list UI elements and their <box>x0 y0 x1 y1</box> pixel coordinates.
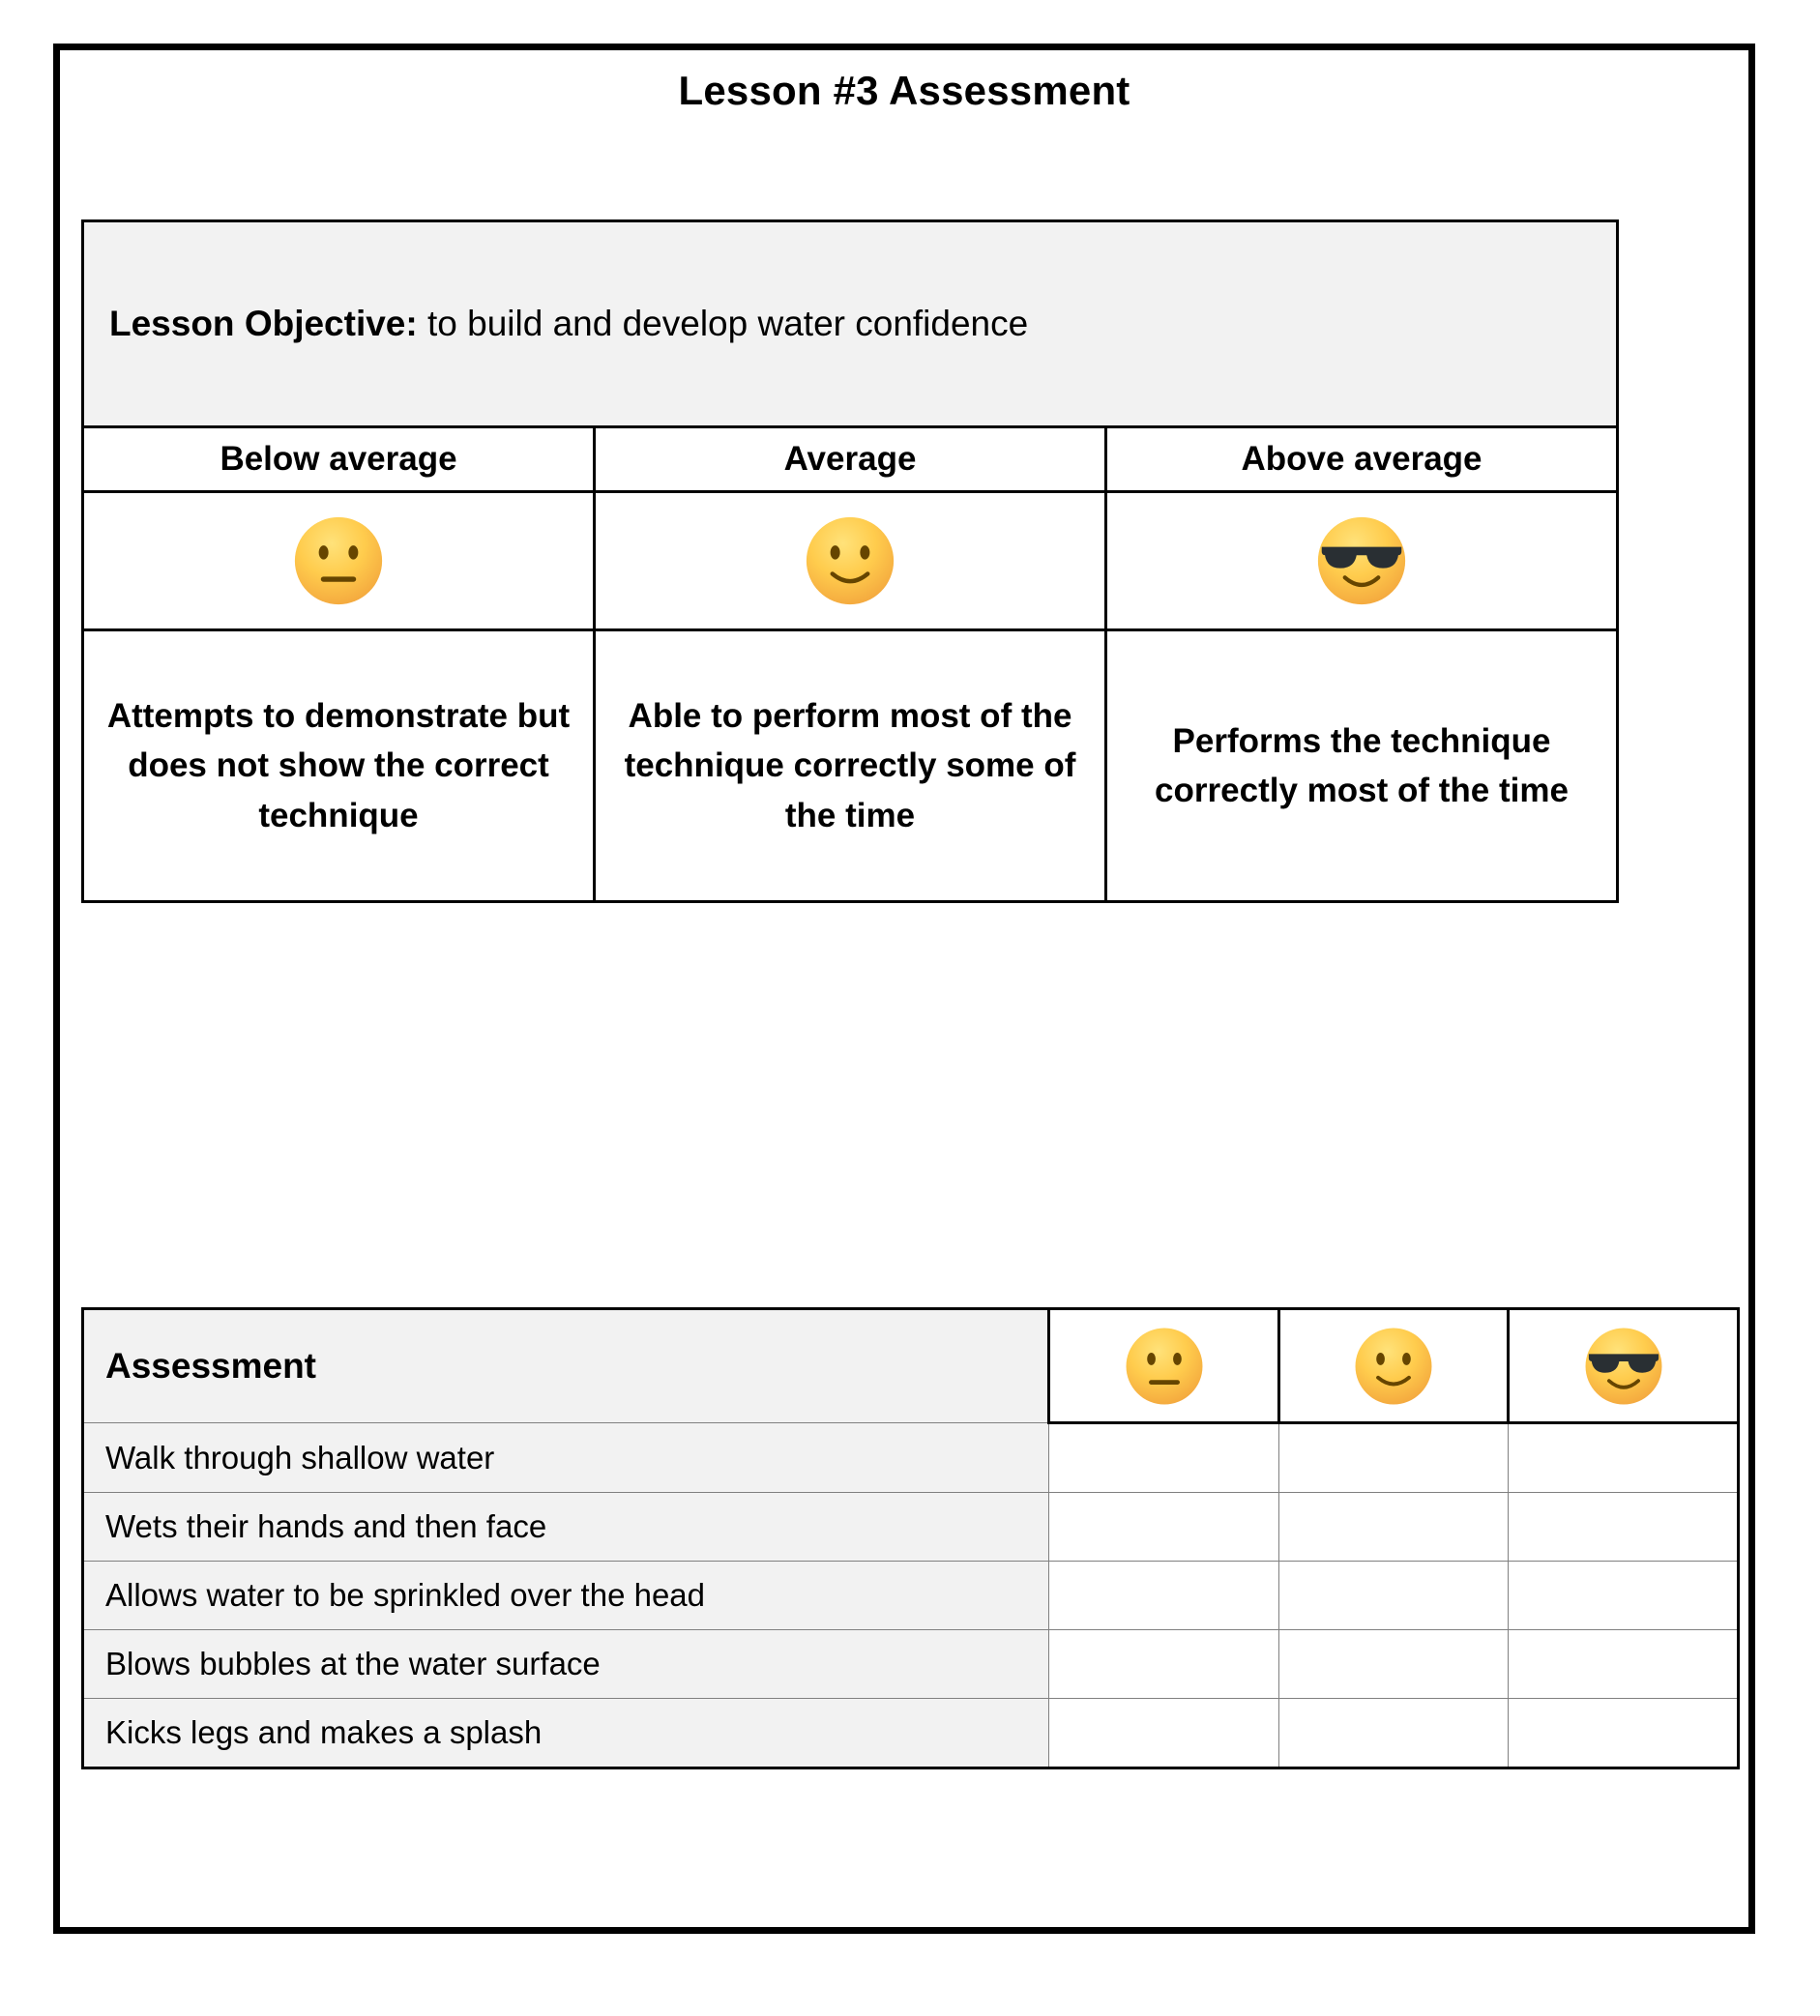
assessment-checkbox-cell[interactable] <box>1509 1699 1739 1768</box>
worksheet-frame <box>53 44 1755 1934</box>
slightly-smiling-face-emoji <box>1353 1326 1434 1407</box>
page-title: Lesson #3 Assessment <box>678 68 1130 113</box>
table-row <box>83 1562 1739 1630</box>
assessment-header-row <box>83 1309 1739 1423</box>
assessment-header-icon-average <box>1278 1309 1509 1423</box>
assessment-checkbox-cell[interactable] <box>1278 1493 1509 1562</box>
table-row <box>83 1630 1739 1699</box>
assessment-checkbox-cell[interactable] <box>1278 1630 1509 1699</box>
assessment-table-container <box>81 1307 1783 1769</box>
rubric-header-row <box>83 427 1618 492</box>
table-row <box>83 1493 1739 1562</box>
smiling-face-with-sunglasses-emoji <box>1583 1326 1664 1407</box>
neutral-face-emoji <box>292 514 385 607</box>
lesson-objective-text: to build and develop water confidence <box>417 303 1029 343</box>
assessment-row-label-1: Walk through shallow water <box>83 1423 1049 1493</box>
assessment-checkbox-cell[interactable] <box>1049 1699 1279 1768</box>
rubric-icon-cell-average <box>595 492 1106 630</box>
assessment-checkbox-cell[interactable] <box>1509 1630 1739 1699</box>
rubric-icon-cell-below-average <box>83 492 595 630</box>
assessment-row-label-2: Wets their hands and then face <box>83 1493 1049 1562</box>
lesson-objective-label: Lesson Objective: <box>109 303 418 343</box>
table-row <box>83 1699 1739 1768</box>
lesson-objective-cell <box>83 221 1618 427</box>
assessment-checkbox-cell[interactable] <box>1278 1562 1509 1630</box>
rubric-table-container <box>81 219 1619 903</box>
rubric-icon-cell-above-average <box>1106 492 1618 630</box>
smiling-face-with-sunglasses-emoji <box>1315 514 1408 607</box>
rubric-description-average: Able to perform most of the technique correctly some of the time <box>595 630 1106 902</box>
assessment-checkbox-cell[interactable] <box>1049 1562 1279 1630</box>
assessment-checkbox-cell[interactable] <box>1049 1493 1279 1562</box>
assessment-row-label-4: Blows bubbles at the water surface <box>83 1630 1049 1699</box>
assessment-header-icon-above-average <box>1509 1309 1739 1423</box>
assessment-header-icon-below-average <box>1049 1309 1279 1423</box>
rubric-description-row <box>83 630 1618 902</box>
assessment-checkbox-cell[interactable] <box>1509 1562 1739 1630</box>
rubric-header-above-average: Above average <box>1106 427 1618 492</box>
assessment-row-label-5: Kicks legs and makes a splash <box>83 1699 1049 1768</box>
assessment-table <box>81 1307 1740 1769</box>
assessment-checkbox-cell[interactable] <box>1278 1423 1509 1493</box>
slightly-smiling-face-emoji <box>804 514 896 607</box>
rubric-header-average: Average <box>595 427 1106 492</box>
assessment-row-label-3: Allows water to be sprinkled over the head <box>83 1562 1049 1630</box>
assessment-checkbox-cell[interactable] <box>1509 1493 1739 1562</box>
neutral-face-emoji <box>1124 1326 1205 1407</box>
assessment-header-label: Assessment <box>83 1309 1049 1423</box>
assessment-checkbox-cell[interactable] <box>1049 1630 1279 1699</box>
table-row <box>83 1423 1739 1493</box>
assessment-checkbox-cell[interactable] <box>1278 1699 1509 1768</box>
assessment-checkbox-cell[interactable] <box>1509 1423 1739 1493</box>
rubric-table <box>81 219 1619 903</box>
rubric-objective-row <box>83 221 1618 427</box>
rubric-description-below-average: Attempts to demonstrate but does not show the correct technique <box>83 630 595 902</box>
rubric-icon-row <box>83 492 1618 630</box>
rubric-description-above-average: Performs the technique correctly most of the time <box>1106 630 1618 902</box>
rubric-header-below-average: Below average <box>83 427 595 492</box>
assessment-checkbox-cell[interactable] <box>1049 1423 1279 1493</box>
